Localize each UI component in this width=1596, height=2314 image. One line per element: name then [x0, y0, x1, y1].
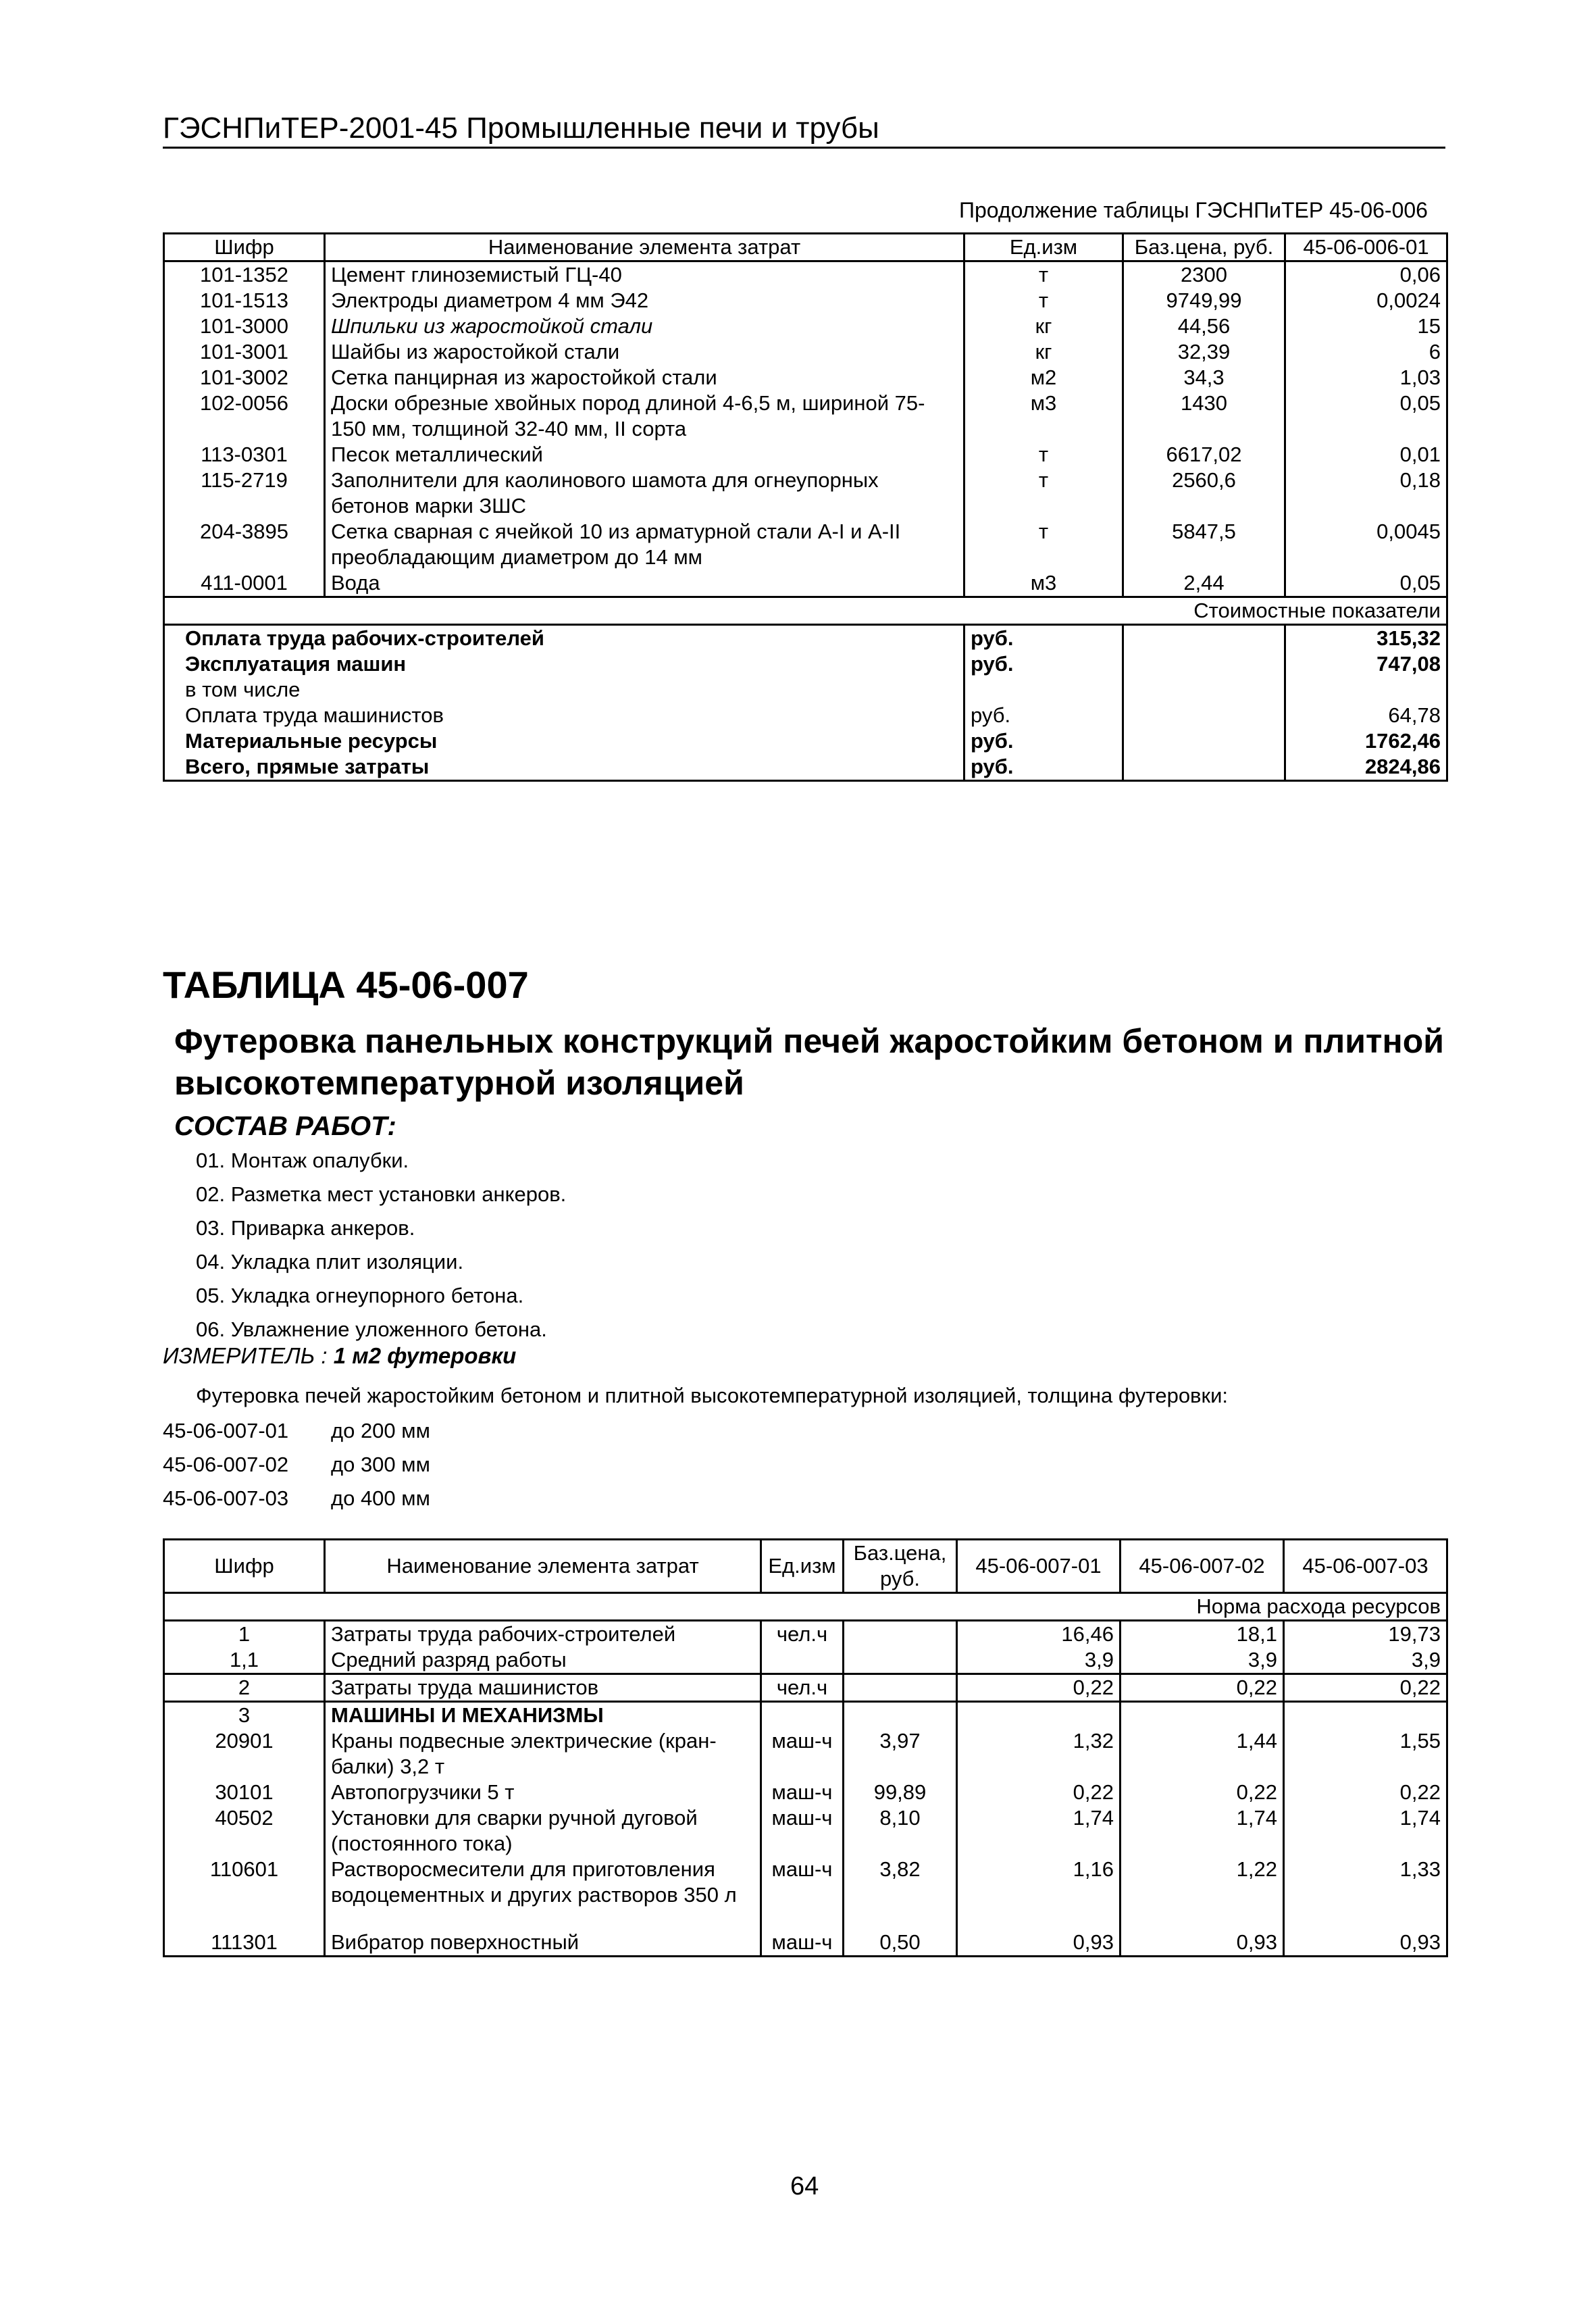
- table-row: [164, 1908, 1447, 1957]
- summary-unit: руб.: [964, 728, 1123, 754]
- table-description: Футеровка печей жаростойким бетоном и плитной высокотемпературной изоляцией, толщина футеровки:: [196, 1384, 1229, 1407]
- cell-unit: маш-ч: [761, 1780, 844, 1805]
- cell-value: 0,05: [1285, 391, 1447, 442]
- cell-name-line: Доски обрезные хвойных пород длиной 4-6,5 м, шириной 75-: [331, 391, 925, 415]
- cell-value: 1,74: [1121, 1805, 1284, 1857]
- table-header-row: [164, 234, 1447, 261]
- table-row: [164, 313, 1447, 339]
- cell-value: 1,22: [1121, 1857, 1284, 1908]
- cell-price: 8,10: [844, 1805, 957, 1857]
- summary-value: 315,32: [1285, 625, 1447, 652]
- cell-name-line: Электроды диаметром 4 мм Э42: [331, 288, 649, 312]
- variant-text: до 300 мм: [331, 1453, 430, 1476]
- cell-name: [325, 1908, 761, 1957]
- table-row: [164, 468, 1447, 519]
- table-row: [164, 1805, 1447, 1857]
- cell-value: 1,55: [1284, 1728, 1447, 1780]
- cell-name-line: Растворосмесители для приготовления: [331, 1857, 715, 1881]
- summary-label: Материальные ресурсы: [185, 729, 438, 753]
- cell-name: [325, 288, 964, 313]
- cell-value: 1,33: [1284, 1857, 1447, 1908]
- summary-label: Оплата труда рабочих-строителей: [164, 625, 964, 652]
- cell-name: [325, 1621, 761, 1648]
- summary-row: [164, 625, 1447, 652]
- column-header: Наименование элемента затрат: [325, 234, 964, 261]
- meter-value: 1 м2 футеровки: [333, 1343, 517, 1368]
- cell-unit: кг: [964, 313, 1123, 339]
- table-row: [164, 1728, 1447, 1780]
- cell-value: 0,22: [957, 1674, 1121, 1702]
- cell-name: [325, 468, 964, 519]
- column-header-line: Баз.цена,: [853, 1541, 947, 1565]
- cell-code: 115-2719: [201, 468, 288, 492]
- variant-text: до 400 мм: [331, 1486, 430, 1510]
- resources-table-45-06-006: [163, 232, 1448, 782]
- page-number: 64: [790, 2172, 819, 2200]
- meter-label: ИЗМЕРИТЕЛЬ :: [163, 1343, 334, 1368]
- cell-unit: чел.ч: [761, 1674, 844, 1702]
- cell-value: 0,93: [957, 1908, 1121, 1957]
- summary-value: 2824,86: [1285, 754, 1447, 781]
- cell-code: 110601: [209, 1857, 279, 1881]
- column-header: 45-06-007-03: [1284, 1540, 1447, 1593]
- cell-price: 6617,02: [1123, 442, 1285, 468]
- summary-value: 64,78: [1285, 703, 1447, 728]
- cell-value: [1284, 1702, 1447, 1729]
- cell-value: 0,22: [1284, 1780, 1447, 1805]
- cell-empty: [1123, 703, 1285, 728]
- column-header: Шифр: [164, 234, 325, 261]
- cell-value: 0,22: [1284, 1674, 1447, 1702]
- cell-name-line: преобладающим диаметром до 14 мм: [331, 545, 702, 569]
- cell-code: 101-3001: [199, 340, 288, 363]
- cell-price: [844, 1647, 957, 1674]
- cell-empty: [1123, 754, 1285, 781]
- column-header: Ед.изм: [964, 234, 1123, 261]
- cell-price: 3,97: [844, 1728, 957, 1780]
- summary-value: 747,08: [1285, 651, 1447, 677]
- cell-name-line: Цемент глиноземистый ГЦ-40: [331, 263, 622, 286]
- cell-value: 0,18: [1285, 468, 1447, 519]
- cell-unit: т: [964, 468, 1123, 519]
- page-header-title: ГЭСНПиТЕР-2001-45 Промышленные печи и трубы: [163, 111, 879, 145]
- norm-header: Норма расхода ресурсов: [1284, 1593, 1447, 1621]
- table-row: [164, 519, 1447, 570]
- summary-label: Оплата труда машинистов: [185, 703, 444, 727]
- cell-code: 204-3895: [199, 520, 288, 543]
- cell-unit: т: [964, 442, 1123, 468]
- cell-code: 101-1352: [199, 263, 288, 286]
- cell-name-line: Шайбы из жаростойкой стали: [331, 340, 620, 363]
- cell-unit: чел.ч: [761, 1621, 844, 1648]
- cell-price: [844, 1621, 957, 1648]
- cell-code: 2: [164, 1674, 325, 1702]
- cell-name-line: 150 мм, толщиной 32-40 мм, II сорта: [331, 417, 687, 441]
- cell-code: 101-3000: [199, 314, 288, 338]
- cell-name: [325, 519, 964, 570]
- summary-unit: руб.: [964, 703, 1123, 728]
- cell-value: 0,0024: [1285, 288, 1447, 313]
- cell-value: 1,74: [957, 1805, 1121, 1857]
- cell-name: [325, 570, 964, 597]
- table-header-row: [164, 1540, 1447, 1593]
- cell-unit: маш-ч: [761, 1908, 844, 1957]
- cell-name: [325, 1780, 761, 1805]
- cell-code: 113-0301: [201, 443, 288, 466]
- column-header: Ед.изм: [761, 1540, 844, 1593]
- cell-empty: [1123, 625, 1285, 652]
- table-row: [164, 365, 1447, 391]
- cell-name: [325, 1674, 761, 1702]
- column-header: Шифр: [164, 1540, 325, 1593]
- composition-heading: СОСТАВ РАБОТ:: [174, 1111, 396, 1141]
- table-row: [164, 1857, 1447, 1908]
- column-header: 45-06-007-02: [1121, 1540, 1284, 1593]
- work-item: 02. Разметка мест установки анкеров.: [196, 1182, 567, 1206]
- cell-name-line: Затраты труда рабочих-строителей: [331, 1622, 676, 1646]
- summary-row: [164, 677, 1447, 703]
- cell-price: 1430: [1123, 391, 1285, 442]
- cost-indicators-row: [164, 597, 1447, 625]
- cell-code: 20901: [215, 1729, 274, 1753]
- cell-value: [1121, 1702, 1284, 1729]
- cell-name-line: Краны подвесные электрические (кран-: [331, 1729, 717, 1753]
- cell-empty: [1123, 651, 1285, 677]
- cell-code: 3: [164, 1702, 325, 1729]
- cell-name-line: МАШИНЫ И МЕХАНИЗМЫ: [331, 1703, 604, 1727]
- cell-code: 101-1513: [199, 288, 288, 312]
- cell-code: 411-0001: [201, 571, 288, 595]
- cell-price: 2300: [1123, 261, 1285, 288]
- cell-value: 0,93: [1284, 1908, 1447, 1957]
- cell-name: [325, 313, 964, 339]
- summary-value: 1762,46: [1285, 728, 1447, 754]
- variant-code: 45-06-007-03: [163, 1486, 289, 1510]
- cell-unit: т: [964, 288, 1123, 313]
- table-row: [164, 339, 1447, 365]
- work-item: 06. Увлажнение уложенного бетона.: [196, 1317, 547, 1341]
- cell-name: [325, 391, 964, 442]
- cell-name-line: балки) 3,2 т: [331, 1755, 445, 1778]
- cell-code: 40502: [215, 1806, 274, 1830]
- table-row: [164, 1674, 1447, 1702]
- cell-code: 111301: [211, 1930, 278, 1954]
- cell-name-line: Установки для сварки ручной дуговой: [331, 1806, 698, 1830]
- cell-code: 101-3002: [199, 366, 288, 389]
- summary-label: Всего, прямые затраты: [185, 755, 430, 778]
- summary-unit: руб.: [964, 625, 1123, 652]
- cell-value: 1,03: [1285, 365, 1447, 391]
- table-row: [164, 391, 1447, 442]
- cell-value: 0,22: [1121, 1674, 1284, 1702]
- cell-value: 15: [1285, 313, 1447, 339]
- table-continuation-note: Продолжение таблицы ГЭСНПиТЕР 45-06-006: [959, 198, 1428, 222]
- norm-header-row: [164, 1593, 1447, 1621]
- summary-value: [1285, 677, 1447, 703]
- variant-code: 45-06-007-01: [163, 1419, 289, 1442]
- summary-row: [164, 651, 1447, 677]
- cell-value: 0,06: [1285, 261, 1447, 288]
- cell-unit: м3: [964, 570, 1123, 597]
- cell-empty: [164, 597, 1285, 625]
- cell-unit: маш-ч: [761, 1857, 844, 1908]
- cell-value: 19,73: [1284, 1621, 1447, 1648]
- cell-value: 3,9: [1284, 1647, 1447, 1674]
- cell-price: 44,56: [1123, 313, 1285, 339]
- column-header-line: руб.: [879, 1567, 921, 1590]
- column-header: Наименование элемента затрат: [325, 1540, 761, 1593]
- cell-price: 5847,5: [1123, 519, 1285, 570]
- cell-value: 3,9: [1121, 1647, 1284, 1674]
- cell-name-line: бетонов марки ЗШС: [331, 494, 526, 518]
- summary-unit: [964, 677, 1123, 703]
- cell-name-line: Автопогрузчики 5 т: [331, 1780, 515, 1804]
- summary-row: [164, 703, 1447, 728]
- summary-row: [164, 754, 1447, 781]
- cell-value: 1,32: [957, 1728, 1121, 1780]
- cell-value: 6: [1285, 339, 1447, 365]
- cell-name: [325, 1647, 761, 1674]
- cell-name-line: Сетка панцирная из жаростойкой стали: [331, 366, 717, 389]
- cell-code: 102-0056: [199, 391, 288, 415]
- meter-line: [163, 1343, 516, 1369]
- cell-name: [325, 339, 964, 365]
- cell-name: [325, 1805, 761, 1857]
- table-row: [164, 570, 1447, 597]
- cell-code: 1: [238, 1622, 251, 1646]
- cell-name: [325, 1702, 761, 1729]
- cell-unit: т: [964, 261, 1123, 288]
- table-title: ТАБЛИЦА 45-06-007: [163, 963, 529, 1006]
- column-header: 45-06-007-01: [957, 1540, 1121, 1593]
- table-row: [164, 1702, 1447, 1729]
- cell-unit: м3: [964, 391, 1123, 442]
- cell-name-line: Шпильки из жаростойкой стали: [331, 314, 653, 338]
- cell-name-line: Сетка сварная с ячейкой 10 из арматурной стали А-I и А-II: [331, 520, 901, 543]
- cell-price: [844, 1674, 957, 1702]
- cell-name-line: Затраты труда машинистов: [331, 1676, 599, 1699]
- cell-empty: [1123, 728, 1285, 754]
- summary-label: Эксплуатация машин: [185, 652, 407, 676]
- cell-unit: т: [964, 519, 1123, 570]
- cell-value: 0,22: [957, 1780, 1121, 1805]
- table-subtitle: Футеровка панельных конструкций печей жаростойким бетоном и плитной высокотемпературной изоляцией: [174, 1022, 1445, 1102]
- cell-name-line: Вибратор поверхностный: [331, 1930, 580, 1954]
- cell-value: [957, 1702, 1121, 1729]
- cell-unit: м2: [964, 365, 1123, 391]
- cell-price: 2,44: [1123, 570, 1285, 597]
- table-row: [164, 1647, 1447, 1674]
- cell-price: [844, 1702, 957, 1729]
- cell-empty: [1123, 677, 1285, 703]
- summary-row: [164, 728, 1447, 754]
- cell-price: 3,82: [844, 1857, 957, 1908]
- cell-value: 0,22: [1121, 1780, 1284, 1805]
- cell-name-line: (постоянного тока): [331, 1832, 513, 1855]
- cell-name-line: Вода: [331, 571, 380, 595]
- cell-name: [325, 1728, 761, 1780]
- cell-value: 0,93: [1121, 1908, 1284, 1957]
- table-row: [164, 442, 1447, 468]
- cell-name-line: водоцементных и других растворов 350 л: [331, 1883, 737, 1907]
- work-item: 01. Монтаж опалубки.: [196, 1149, 409, 1172]
- cell-price: 99,89: [844, 1780, 957, 1805]
- cell-value: 0,05: [1285, 570, 1447, 597]
- cell-code: 1,1: [229, 1648, 259, 1671]
- cell-unit: [761, 1702, 844, 1729]
- cell-name-line: Песок металлический: [331, 443, 543, 466]
- summary-unit: руб.: [964, 651, 1123, 677]
- cell-unit: кг: [964, 339, 1123, 365]
- cell-value: 18,1: [1121, 1621, 1284, 1648]
- cost-header: Стоимостные показатели: [1285, 597, 1447, 625]
- variant-text: до 200 мм: [331, 1419, 430, 1442]
- cell-price: 32,39: [1123, 339, 1285, 365]
- cell-name: [325, 1857, 761, 1908]
- table-row: [164, 288, 1447, 313]
- cell-name-line: Заполнители для каолинового шамота для огнеупорных: [331, 468, 879, 492]
- work-item: 04. Укладка плит изоляции.: [196, 1250, 464, 1274]
- work-item: 05. Укладка огнеупорного бетона.: [196, 1284, 524, 1307]
- resources-table-45-06-007: [163, 1538, 1448, 1957]
- cell-code: 30101: [215, 1780, 274, 1804]
- cell-value: 1,16: [957, 1857, 1121, 1908]
- cell-name: [325, 261, 964, 288]
- column-header: 45-06-006-01: [1285, 234, 1447, 261]
- cell-value: 0,01: [1285, 442, 1447, 468]
- column-header: [844, 1540, 957, 1593]
- cell-value: 0,0045: [1285, 519, 1447, 570]
- cell-value: 1,74: [1284, 1805, 1447, 1857]
- column-header: Баз.цена, руб.: [1123, 234, 1285, 261]
- cell-unit: маш-ч: [761, 1805, 844, 1857]
- table-row: [164, 1621, 1447, 1648]
- work-item: 03. Приварка анкеров.: [196, 1216, 415, 1240]
- cell-value: 1,44: [1121, 1728, 1284, 1780]
- summary-unit: руб.: [964, 754, 1123, 781]
- cell-empty: [164, 1593, 1284, 1621]
- cell-price: 2560,6: [1123, 468, 1285, 519]
- table-row: [164, 261, 1447, 288]
- cell-name-line: Средний разряд работы: [331, 1648, 567, 1671]
- cell-unit: маш-ч: [761, 1728, 844, 1780]
- cell-price: 9749,99: [1123, 288, 1285, 313]
- cell-price: 0,50: [844, 1908, 957, 1957]
- cell-name: [325, 365, 964, 391]
- cell-unit: [761, 1647, 844, 1674]
- header-divider: [163, 147, 1445, 149]
- table-row: [164, 1780, 1447, 1805]
- cell-value: 3,9: [957, 1647, 1121, 1674]
- summary-label: в том числе: [185, 678, 301, 701]
- cell-value: 16,46: [957, 1621, 1121, 1648]
- variant-code: 45-06-007-02: [163, 1453, 289, 1476]
- cell-price: 34,3: [1123, 365, 1285, 391]
- cell-name: [325, 442, 964, 468]
